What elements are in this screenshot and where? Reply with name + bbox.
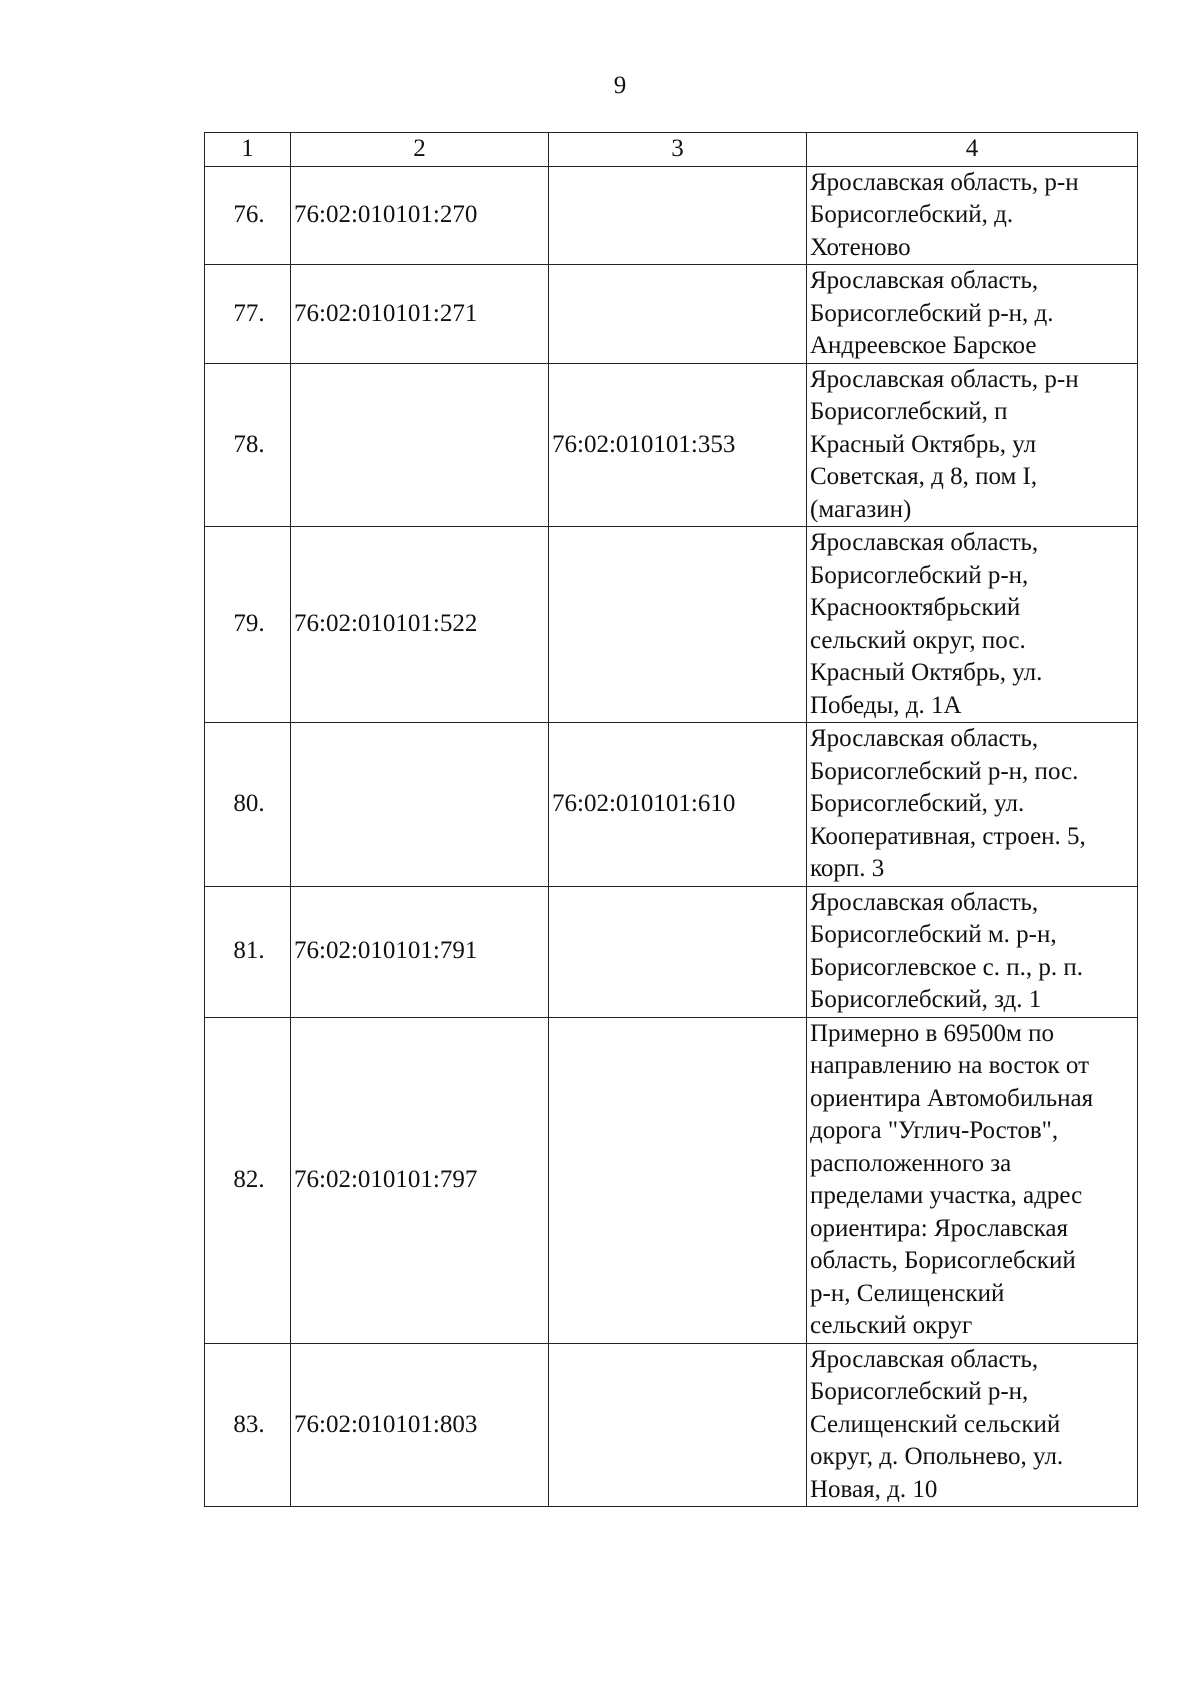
table-row: [205, 527, 1138, 723]
table-header-row: [205, 133, 1138, 167]
cadastral-number-building: 76:02:010101:610: [549, 723, 807, 887]
table-row: [205, 265, 1138, 364]
address-cell: Ярославская область, Борисоглебский р-н, д. Андреевское Барское: [807, 265, 1138, 364]
cadastral-number-building: [549, 265, 807, 364]
address-cell: Ярославская область, р-н Борисоглебский, п Красный Октябрь, ул Советская, д 8, пом I, (магазин): [807, 363, 1138, 527]
table-row: [205, 166, 1138, 265]
address-cell: Ярославская область, Борисоглебский р-н, Селищенский сельский округ, д. Опольнево, ул. Новая, д. 10: [807, 1343, 1138, 1507]
header-col-2: 2: [291, 133, 549, 167]
cadastral-number: [291, 363, 549, 527]
cadastral-number: 76:02:010101:270: [291, 166, 549, 265]
address-cell: Примерно в 69500м по направлению на восток от ориентира Автомобильная дорога "Углич-Ростов", расположенного за пределами участка, адрес ориентира: Ярославская область, Борисоглебский р-н, Селищенский сельский округ: [807, 1017, 1138, 1343]
registry-table: [204, 132, 1138, 1507]
address-cell: Ярославская область, Борисоглебский р-н, пос. Борисоглебский, ул. Кооперативная, строен. 5, корп. 3: [807, 723, 1138, 887]
table-row: [205, 363, 1138, 527]
table-row: [205, 723, 1138, 887]
cadastral-number-building: [549, 886, 807, 1017]
table-row: [205, 886, 1138, 1017]
page-number: 9: [613, 72, 627, 99]
cadastral-number: 76:02:010101:803: [291, 1343, 549, 1507]
row-number: 82.: [205, 1017, 291, 1343]
header-col-4: 4: [807, 133, 1138, 167]
cadastral-number: 76:02:010101:271: [291, 265, 549, 364]
cadastral-number-building: [549, 1017, 807, 1343]
header-col-3: 3: [549, 133, 807, 167]
address-cell: Ярославская область, Борисоглебский р-н, Краснооктябрьский сельский округ, пос. Красный Октябрь, ул. Победы, д. 1А: [807, 527, 1138, 723]
row-number: 76.: [205, 166, 291, 265]
row-number: 79.: [205, 527, 291, 723]
address-cell: Ярославская область, Борисоглебский м. р-н, Борисоглевское с. п., р. п. Борисоглебский, зд. 1: [807, 886, 1138, 1017]
table-row: [205, 1017, 1138, 1343]
address-cell: Ярославская область, р-н Борисоглебский, д. Хотеново: [807, 166, 1138, 265]
row-number: 78.: [205, 363, 291, 527]
row-number: 81.: [205, 886, 291, 1017]
row-number: 77.: [205, 265, 291, 364]
cadastral-number: [291, 723, 549, 887]
cadastral-number-building: 76:02:010101:353: [549, 363, 807, 527]
cadastral-number: 76:02:010101:522: [291, 527, 549, 723]
row-number: 80.: [205, 723, 291, 887]
cadastral-number-building: [549, 1343, 807, 1507]
table-row: [205, 1343, 1138, 1507]
cadastral-number-building: [549, 166, 807, 265]
header-col-1: 1: [205, 133, 291, 167]
row-number: 83.: [205, 1343, 291, 1507]
cadastral-number: 76:02:010101:797: [291, 1017, 549, 1343]
cadastral-number: 76:02:010101:791: [291, 886, 549, 1017]
cadastral-number-building: [549, 527, 807, 723]
